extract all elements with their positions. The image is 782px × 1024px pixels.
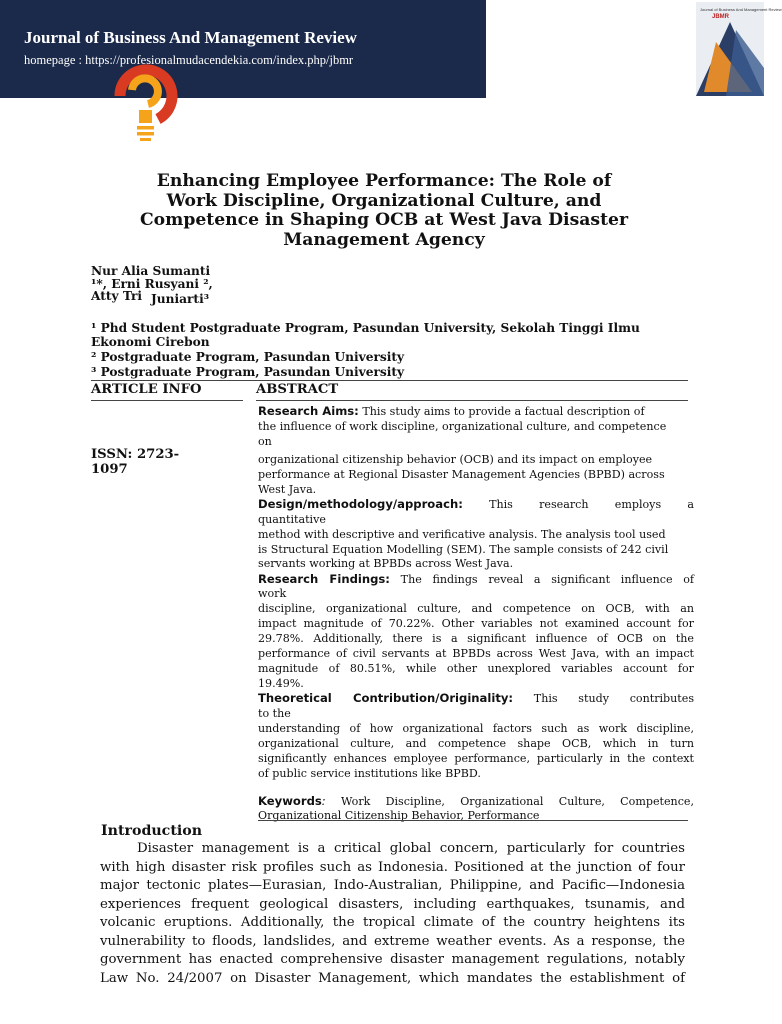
abstract-line: method with descriptive and verificative analysis. The analysis tool used <box>258 528 666 541</box>
abstract-line: to the <box>258 707 291 720</box>
journal-banner <box>0 0 782 98</box>
body-line: with high disaster risk profiles such as Indonesia. Positioned at the junction of four <box>100 860 685 875</box>
keywords-line <box>258 794 694 809</box>
divider <box>258 820 688 821</box>
affiliation: ² Postgraduate Program, Pasundan University <box>91 350 405 364</box>
cover-journal-name: Journal of Business And Management Review <box>700 7 782 12</box>
body-line: volcanic eruptions. Additionally, the tropical climate of the country heightens its <box>100 915 685 930</box>
body-line: experiences frequent geological disasters, including earthquakes, tsunamis, and <box>100 897 685 912</box>
title-line: Competence in Shaping OCB at West Java Disaster <box>139 210 629 230</box>
journal-cover-thumbnail <box>696 2 782 96</box>
title-line: Enhancing Employee Performance: The Role of <box>156 171 612 191</box>
abstract-line: performance at Regional Disaster Management Agencies (BPBD) across <box>258 468 665 481</box>
abstract-line: organizational citizenship behavior (OCB) and its impact on employee <box>258 453 653 466</box>
abstract-text: This study aims to provide a factual description of <box>362 405 645 418</box>
abstract-line: on <box>258 435 272 448</box>
divider <box>91 380 688 381</box>
abstract-line: performance of civil servants at BPBDs across West Java, with an impact <box>258 647 694 660</box>
abstract-text: The findings reveal a significant influence of <box>400 573 694 586</box>
abstract-line: 29.78%. Additionally, there is a significant influence of OCB on the <box>258 632 694 645</box>
keywords-text: Work Discipline, Organizational Culture, Competence, <box>340 795 694 808</box>
journal-homepage-link[interactable]: homepage : https://profesionalmudacendekia.com/index.php/jbmr <box>24 53 354 67</box>
body-line: Disaster management is a critical global concern, particularly for countries <box>137 841 685 856</box>
abstract-line <box>258 497 694 512</box>
keywords-label: Keywords: <box>258 794 326 808</box>
section-heading: Introduction <box>101 823 203 839</box>
affiliation: ³ Postgraduate Program, Pasundan University <box>91 365 405 379</box>
body-line: government has enacted comprehensive disaster management regulations, notably <box>100 952 685 967</box>
divider <box>256 400 688 401</box>
author-line: ¹*, Erni Rusyani ², <box>91 277 213 291</box>
design-label: Design/methodology/approach: <box>258 497 463 511</box>
abstract-line <box>258 572 694 587</box>
title-line: Work Discipline, Organizational Culture, and <box>166 190 602 211</box>
body-line: Law No. 24/2007 on Disaster Management, which mandates the establishment of <box>100 971 685 986</box>
abstract-line: impact magnitude of 70.22%. Other variables not examined account for <box>258 617 694 630</box>
abstract-line: the influence of work discipline, organizational culture, and competence <box>258 420 667 433</box>
abstract-line: of public service institutions like BPBD. <box>258 767 481 780</box>
abstract-line: work <box>258 587 287 600</box>
affiliation: ¹ Phd Student Postgraduate Program, Pasundan University, Sekolah Tinggi Ilmu <box>91 321 640 335</box>
author-line: Juniarti³ <box>151 292 210 306</box>
abstract-line: 19.49%. <box>258 677 304 690</box>
abstract-line: is Structural Equation Modelling (SEM). The sample consists of 242 civil <box>258 543 669 556</box>
abstract-line: West Java. <box>258 483 317 496</box>
author-line: Atty Tri <box>91 289 143 303</box>
affiliation: Ekonomi Cirebon <box>91 335 210 349</box>
body-line: major tectonic plates—Eurasian, Indo-Australian, Philippine, and Pacific—Indonesia <box>100 878 685 893</box>
abstract-line: magnitude of 80.51%, while other unexplored variables account for <box>258 662 694 675</box>
abstract-line: quantitative <box>258 513 326 526</box>
journal-name: Journal of Business And Management Review <box>24 28 357 47</box>
abstract-line: discipline, organizational culture, and competence on OCB, with an <box>258 602 694 615</box>
paper-title <box>100 172 668 250</box>
abstract-text: This study contributes <box>533 692 695 705</box>
issn: ISSN: 2723-1097 <box>91 447 180 477</box>
article-info-header: ARTICLE INFO <box>91 382 202 397</box>
cover-abbrev: JBMR <box>712 14 730 20</box>
body-line: vulnerability to floods, landslides, and extreme weather events. As a response, the <box>100 934 685 949</box>
keywords-line: Organizational Citizenship Behavior, Performance <box>258 809 540 822</box>
contribution-label: Theoretical Contribution/Originality: <box>258 691 514 705</box>
abstract-line: significantly enhances employee performance, particularly in the context <box>258 752 694 765</box>
abstract-line <box>258 691 694 706</box>
title-line: Management Agency <box>283 229 485 250</box>
abstract-line: organizational culture, and competence shape OCB, which in turn <box>258 737 694 750</box>
abstract-header: ABSTRACT <box>256 382 339 397</box>
abstract-line: servants working at BPBDs across West Java. <box>258 557 514 570</box>
abstract-text: This research employs a <box>489 498 694 511</box>
research-aims-label: Research Aims: <box>258 404 359 418</box>
abstract-line: understanding of how organizational factors such as work discipline, <box>258 722 694 735</box>
author-line: Nur Alia Sumanti <box>91 264 211 278</box>
abstract-line <box>258 404 694 419</box>
findings-label: Research Findings: <box>258 572 390 586</box>
cover-art <box>696 20 764 96</box>
divider <box>91 400 243 401</box>
